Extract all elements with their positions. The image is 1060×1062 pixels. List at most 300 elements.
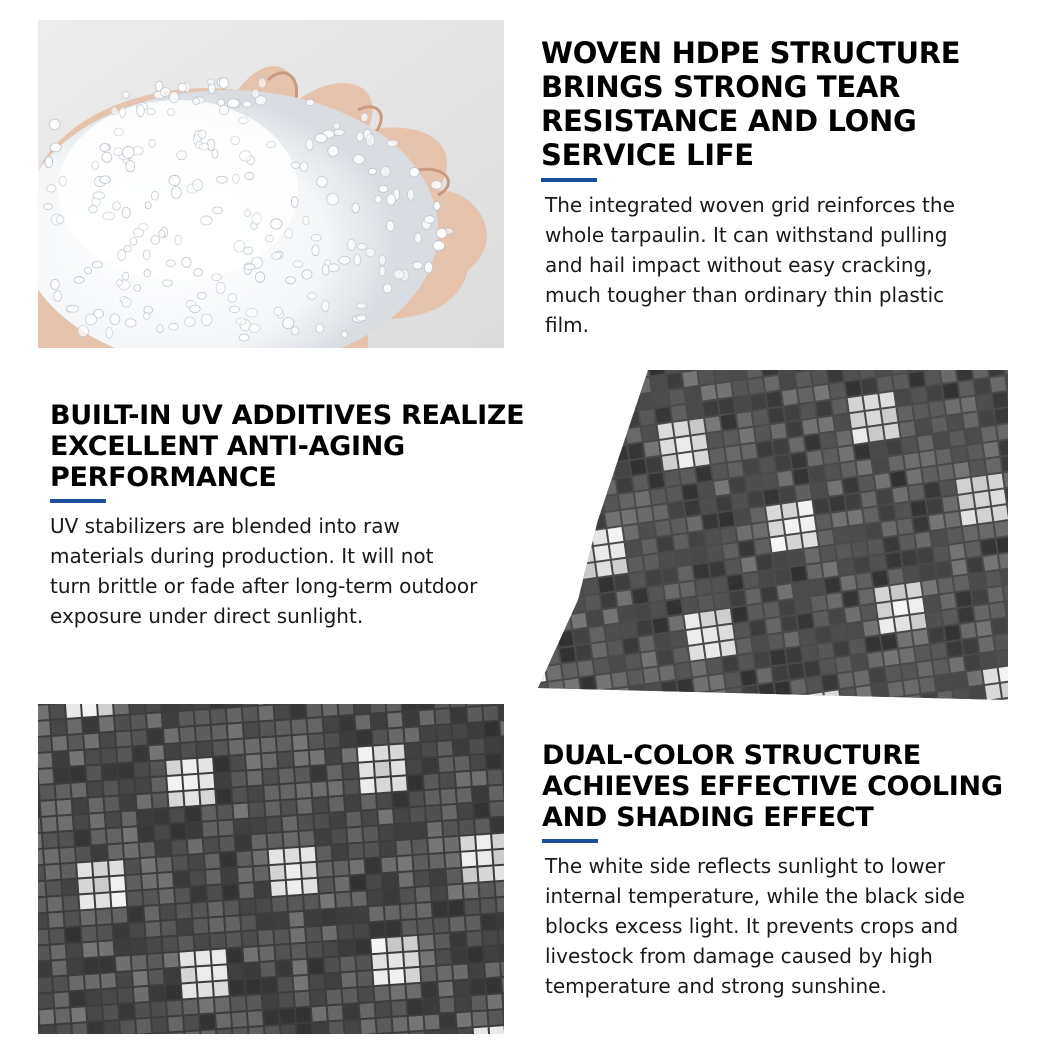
weave-cell [356,715,371,730]
weave-cell [337,909,352,924]
weave-cell [569,371,585,387]
weave-cell [684,613,700,629]
weave-cell [741,444,757,460]
weave-cell [909,372,925,388]
weave-cell [130,704,145,713]
weave-cell [707,545,723,561]
weave-cell [782,616,798,632]
weave-cell [148,954,163,969]
weave-cell [678,566,694,582]
weave-cell [879,505,895,521]
weave-cell [420,726,435,741]
weave-cell [562,550,578,566]
weave-cell [888,455,904,471]
weave-cell [275,945,290,960]
weave-cell [669,502,685,518]
pellet [169,92,179,103]
weave-cell [644,441,660,457]
weave-cell [563,436,579,452]
weave-cell [440,773,455,788]
weave-cell [940,480,956,496]
weave-cell [392,1001,407,1016]
weave-cell [475,819,490,834]
weave-cell [411,823,426,838]
pellet [78,325,89,337]
pellet [199,143,209,150]
weave-cell [827,593,843,609]
weave-cell [902,437,918,453]
pellet [59,176,66,186]
weave-cell [405,968,420,983]
weave-cell [469,739,484,754]
weave-cell [793,582,809,598]
pellet [312,245,319,256]
weave-cell [471,995,486,1010]
weave-cell [538,620,539,636]
weave-cell [52,736,67,751]
weave-cell [736,638,752,654]
weave-cell [228,724,243,739]
weave-cell [943,383,959,399]
pellet [302,270,312,279]
weave-cell [302,863,317,878]
weave-cell [562,663,578,679]
weave-cell [786,534,802,550]
weave-cell [379,825,394,840]
weave-cell [739,654,755,670]
weave-cell [972,589,988,605]
weave-cell [317,846,332,861]
weave-cell [981,539,997,555]
weave-cell [920,451,936,467]
weave-cell [195,710,210,725]
pellet [163,280,173,286]
weave-cell [795,484,811,500]
weave-cell [646,457,662,473]
weave-cell [360,1003,375,1018]
weave-cell [413,855,428,870]
weave-cell [732,493,748,509]
weave-cell [897,405,913,421]
weave-cell [664,584,680,600]
weave-cell [890,697,906,700]
weave-cell [163,712,178,727]
weave-cell [546,552,562,568]
weave-cell [712,577,728,593]
weave-cell [651,376,667,392]
weave-cell [467,932,482,947]
pellet [123,146,135,158]
weave-cell [368,890,383,905]
weave-cell [117,972,132,987]
hdpe-pellets-image [38,20,504,348]
weave-cell [285,848,300,863]
weave-cell [990,376,1006,392]
section-title: BUILT-IN UV ADDITIVES REALIZE EXCELLENT ANTI-AGING PERFORMANCE [50,400,525,493]
weave-cell [321,910,336,925]
weave-cell [239,883,254,898]
weave-cell [947,641,963,657]
weave-cell [338,924,353,939]
weave-cell [240,899,255,914]
weave-cell [461,852,476,867]
weave-cell [260,721,275,736]
weave-cell [673,534,689,550]
weave-cell [373,730,388,745]
weave-cell [486,978,501,993]
weave-cell [361,795,376,810]
weave-cell [264,785,279,800]
weave-cell [367,874,382,889]
weave-cell [166,985,181,1000]
pellet [50,143,61,152]
weave-cell [573,629,589,645]
weave-cell [825,464,841,480]
weave-cell [418,919,433,934]
weave-cell [170,808,185,823]
weave-cell [879,618,895,634]
weave-cell [259,705,274,720]
pellet [272,252,281,259]
weave-cell [538,370,551,375]
weave-cell [827,370,843,383]
weave-cell [852,541,868,557]
weave-cell [737,412,753,428]
weave-cell [931,417,947,433]
weave-cell [489,786,504,801]
weave-cell [276,961,291,976]
weave-cell [280,1009,295,1024]
weave-cell [357,971,372,986]
weave-cell [458,1028,473,1034]
weave-cell [734,622,750,638]
weave-cell [115,716,130,731]
weave-cell [845,380,861,396]
weave-cell [580,563,596,579]
weave-cell [197,742,212,757]
weave-cell [242,931,257,946]
weave-cell [886,666,902,682]
weave-cell [818,417,834,433]
weave-cell [814,498,830,514]
weave-cell [69,751,84,766]
weave-cell [702,627,718,643]
weave-cell [443,821,458,836]
weave-cell [872,684,888,700]
weave-cell [392,776,407,791]
weave-cell [432,886,447,901]
weave-cell [913,630,929,646]
weave-cell [800,516,816,532]
weave-cell [730,591,746,607]
weave-cell [142,874,157,889]
weave-cell [213,965,228,980]
weave-cell [762,473,778,489]
pellet [333,123,339,130]
weave-cell [261,962,276,977]
weave-cell [664,471,680,487]
section-uv-additives [50,400,530,631]
weave-cell [961,397,977,413]
pellet [92,262,102,268]
weave-cell [423,758,438,773]
weave-cell [909,485,925,501]
weave-cell [215,997,230,1012]
weave-cell [685,387,701,403]
weave-cell [556,389,572,405]
weave-cell [786,647,802,663]
weave-cell [793,469,809,485]
weave-cell [870,555,886,571]
weave-cell [38,962,51,977]
weave-cell [156,841,171,856]
weave-cell [691,661,707,677]
weave-cell [551,697,567,700]
weave-cell [388,953,403,968]
weave-cell [460,836,475,851]
weave-cell [662,568,678,584]
weave-cell [350,860,365,875]
weave-cell [466,916,481,931]
weave-cell [728,462,744,478]
weave-cell [312,782,327,797]
weave-cell [978,636,994,652]
weave-cell [759,683,775,699]
weave-cell [312,1007,327,1022]
weave-cell [610,430,626,446]
weave-cell [158,873,173,888]
weave-cell [464,884,479,899]
weave-cell [120,1020,135,1034]
weave-cell [362,811,377,826]
weave-cell [137,794,152,809]
weave-cell [38,737,51,752]
weave-cell [292,960,307,975]
weave-cell [642,425,658,441]
pellet [120,107,126,118]
weave-cell [287,880,302,895]
weave-cell [596,561,612,577]
weave-cell [155,825,170,840]
weave-cell [777,471,793,487]
weave-cell [472,1011,487,1026]
weave-cell [370,704,385,713]
weave-cell [585,482,601,498]
weave-cell [207,886,222,901]
weave-cell [958,607,974,623]
weave-cell [59,832,74,847]
weave-cell [246,754,261,769]
weave-cell [334,861,349,876]
weave-cell [99,717,114,732]
pellet [315,134,327,143]
weave-cell [111,892,126,907]
weave-cell [210,933,225,948]
weave-cell [850,525,866,541]
weave-cell [412,839,427,854]
weave-cell [320,894,335,909]
weave-cell [416,887,431,902]
weave-cell [904,453,920,469]
weave-cell [938,578,954,594]
weave-cell [718,625,734,641]
pellet [137,105,145,117]
weave-cell [691,434,707,450]
weave-cell [329,797,344,812]
weave-cell [739,428,755,444]
weave-cell [571,613,587,629]
pellet [143,250,150,259]
weave-cell [612,446,628,462]
weave-cell [292,719,307,734]
weave-cell [280,784,295,799]
weave-cell [816,514,832,530]
weave-cell [145,922,160,937]
weave-cell [343,764,358,779]
weave-cell [491,818,504,833]
weave-cell [483,930,498,945]
weave-cell [648,473,664,489]
pellet [286,277,296,284]
weave-cell [624,412,640,428]
weave-cell [291,944,306,959]
weave-cell [596,674,612,690]
weave-cell [439,998,454,1013]
weave-cell [857,460,873,476]
pellet [151,191,158,200]
weave-cell [199,998,214,1013]
weave-cell [448,885,463,900]
weave-cell [848,396,864,412]
weave-cell [225,916,240,931]
weave-cell [75,831,90,846]
weave-cell [863,620,879,636]
weave-cell [216,789,231,804]
weave-cell [542,407,558,423]
weave-cell [564,565,580,581]
weave-cell [904,679,920,695]
weave-cell [43,833,58,848]
weave-cell [451,933,466,948]
weave-cell [376,1002,391,1017]
weave-cell [682,597,698,613]
weave-cell [538,586,551,602]
weave-cell [866,410,882,426]
weave-cell [723,656,739,672]
weave-cell [347,828,362,843]
weave-cell [651,489,667,505]
title-underline [541,178,597,182]
weave-cell [484,946,499,961]
weave-cell [582,692,598,700]
weave-cell [646,570,662,586]
weave-cell [743,573,759,589]
weave-cell [639,636,655,652]
weave-cell [703,401,719,417]
weave-cell [71,1007,86,1022]
weave-cell [845,607,861,623]
weave-cell [243,947,258,962]
weave-cell [585,370,601,384]
weave-cell [775,455,791,471]
weave-cell [487,754,502,769]
weave-cell [812,370,828,385]
section-dual-color [542,740,1022,1001]
pellet [138,224,148,231]
weave-cell [936,562,952,578]
weave-cell [775,568,791,584]
weave-cell [435,934,450,949]
weave-cell [38,978,52,993]
weave-cell [696,579,712,595]
weave-cell [598,577,614,593]
weave-cell [689,419,705,435]
weave-cell [425,790,440,805]
weave-cell [949,544,965,560]
weave-cell [664,697,680,700]
pellet [126,161,135,172]
weave-cell [908,598,924,614]
weave-cell [768,521,784,537]
weave-cell [988,474,1004,490]
weave-cell [911,387,927,403]
weave-cell [39,1010,54,1025]
weave-cell [229,740,244,755]
weave-cell [58,816,73,831]
pellet [44,204,53,210]
weave-cell [560,421,576,437]
weave-cell [355,939,370,954]
weave-cell [959,381,975,397]
pellet [145,202,151,209]
weave-cell [698,370,714,385]
weave-cell [626,427,642,443]
pellet [212,149,218,158]
pellet [431,181,442,190]
weave-cell [892,600,908,616]
weave-cell [716,496,732,512]
pellet [213,207,223,214]
pellet [383,284,392,293]
weave-cell [271,881,286,896]
weave-cell [393,1017,408,1032]
weave-cell [269,849,284,864]
weave-cell [183,775,198,790]
weave-cell [40,1025,55,1034]
weave-cell [104,1021,119,1034]
pellet [306,99,314,106]
weave-cell [327,989,342,1004]
weave-cell [802,645,818,661]
weave-cell [594,432,610,448]
weave-cell [689,532,705,548]
weave-cell [961,510,977,526]
weave-cell [191,887,206,902]
weave-cell [739,541,755,557]
weave-cell [452,724,467,739]
pellet [124,245,132,252]
weave-cell [303,879,318,894]
weave-cell [949,430,965,446]
weave-cell [348,844,363,859]
pellet [311,234,321,241]
weave-cell [222,868,237,883]
weave-cell [572,387,588,403]
weave-cell [199,774,214,789]
weave-cell [257,914,272,929]
weave-cell [836,657,852,673]
weave-cell [352,891,367,906]
